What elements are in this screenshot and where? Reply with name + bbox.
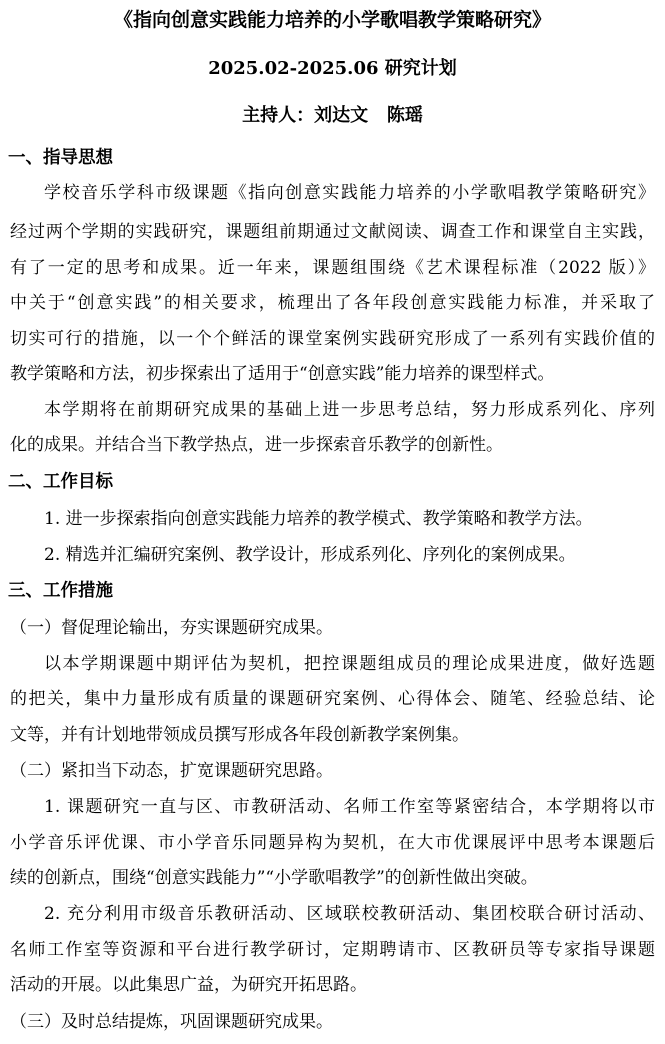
document-period: 2025.02-2025.06 研究计划 xyxy=(208,58,457,79)
section-heading-work-measures: 三、工作措施 xyxy=(8,581,113,601)
document-hosts: 主持人：刘达文 陈瑶 xyxy=(242,105,423,126)
section-heading-work-goals: 二、工作目标 xyxy=(8,472,113,492)
paragraph-line: 活动的开展。以此集思广益，为研究开拓思路。 xyxy=(10,975,367,995)
subsection-title: （三）及时总结提炼，巩固课题研究成果。 xyxy=(10,1012,333,1032)
paragraph-line: 以本学期课题中期评估为契机，把控课题组成员的理论成果进度，做好选题 xyxy=(44,654,655,674)
paragraph-line: 切实可行的措施，以一个个鲜活的课堂案例实践研究形成了一系列有实践价值的 xyxy=(10,329,655,349)
subsection-title: （一）督促理论输出，夯实课题研究成果。 xyxy=(10,618,333,638)
paragraph-line: 学校音乐学科市级课题《指向创意实践能力培养的小学歌唱教学策略研究》 xyxy=(44,183,655,203)
paragraph-line: 中关于“创意实践”的相关要求，梳理出了各年段创意实践能力标准，并采取了 xyxy=(10,293,655,313)
document-title: 《指向创意实践能力培养的小学歌唱教学策略研究》 xyxy=(113,9,551,31)
paragraph-line: 化的成果。并结合当下教学热点，进一步探索音乐教学的创新性。 xyxy=(10,435,503,455)
paragraph-line: 小学音乐评优课、市小学音乐同题异构为契机，在大市优课展评中思考本课题后 xyxy=(10,833,655,853)
paragraph-line: 文等，并有计划地带领成员撰写形成各年段创新教学案例集。 xyxy=(10,725,469,745)
subsection-title: （二）紧扣当下动态，扩宽课题研究思路。 xyxy=(10,761,333,781)
paragraph-line: 1. 课题研究一直与区、市教研活动、名师工作室等紧密结合，本学期将以市 xyxy=(44,797,655,817)
section-heading-guiding-thought: 一、指导思想 xyxy=(8,148,113,168)
paragraph-line: 有了一定的思考和成果。近一年来，课题组围绕《艺术课程标准（2022 版）》 xyxy=(10,258,655,278)
goal-item: 2. 精选并汇编研究案例、教学设计，形成系列化、序列化的案例成果。 xyxy=(44,545,576,565)
paragraph-line: 经过两个学期的实践研究，课题组前期通过文献阅读、调查工作和课堂自主实践， xyxy=(10,222,655,242)
paragraph-line: 教学策略和方法，初步探索出了适用于“创意实践”能力培养的课型样式。 xyxy=(10,364,555,384)
paragraph-line: 名师工作室等资源和平台进行教学研讨，定期聘请市、区教研员等专家指导课题 xyxy=(10,940,655,960)
paragraph-line: 本学期将在前期研究成果的基础上进一步思考总结，努力形成系列化、序列 xyxy=(44,400,655,420)
paragraph-line: 续的创新点，围绕“创意实践能力”“小学歌唱教学”的创新性做出突破。 xyxy=(10,868,538,888)
goal-item: 1. 进一步探索指向创意实践能力培养的教学模式、教学策略和教学方法。 xyxy=(44,509,593,529)
paragraph-line: 的把关，集中力量形成有质量的课题研究案例、心得体会、随笔、经验总结、论 xyxy=(10,689,655,709)
paragraph-line: 2. 充分利用市级音乐教研活动、区域联校教研活动、集团校联合研讨活动、 xyxy=(44,904,655,924)
